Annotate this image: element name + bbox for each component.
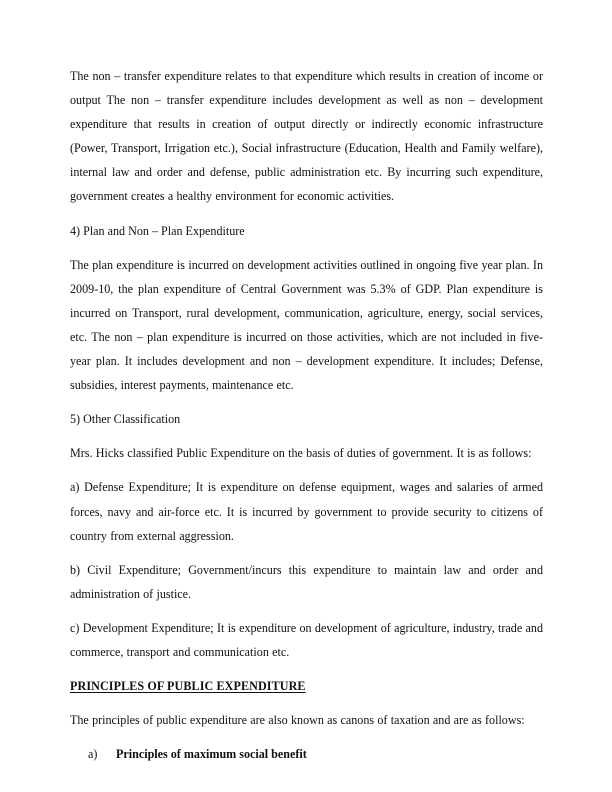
list-item [70, 742, 543, 766]
list-item-marker: a) [88, 747, 98, 762]
document-body [70, 64, 543, 766]
page-heading-principles [70, 674, 543, 698]
section-label-plan-and-non-plan: 4) Plan and Non – Plan Expenditure [70, 223, 245, 238]
page-heading-principles-text: PRINCIPLES OF PUBLIC EXPENDITURE [70, 679, 306, 694]
paragraph-principles-intro: The principles of public expenditure are also known as canons of taxation and are as follows: [70, 713, 525, 728]
list-item-label: Principles of maximum social benefit [116, 747, 307, 762]
paragraph-non-transfer-expenditure: The non – transfer expenditure relates to that expenditure which results in creation of income or output The non – transfer expenditure includes development as well as non – development expenditure that results in creation of output directly or indirectly economic infrastructure (Power, Transport, Irrigation etc.), Social infrastructure (Education, Health and Family welfare), internal law and order and defense, public administration etc. By incurring such expenditure, government creates a healthy environment for economic activities. [70, 69, 543, 204]
paragraph-mrs-hicks-intro: Mrs. Hicks classified Public Expenditure on the basis of duties of government. It is as follows: [70, 446, 532, 461]
section-label-other-classification: 5) Other Classification [70, 412, 181, 427]
principles-list [70, 742, 543, 766]
paragraph-development-expenditure: c) Development Expenditure; It is expenditure on development of agriculture, industry, trade and commerce, transport and communication etc. [70, 620, 543, 659]
paragraph-civil-expenditure: b) Civil Expenditure; Government/incurs this expenditure to maintain law and order and administration of justice. [70, 562, 543, 601]
paragraph-defense-expenditure: a) Defense Expenditure; It is expenditure on defense equipment, wages and salaries of armed forces, navy and air-force etc. It is incurred by government to provide security to citizens of country from external aggression. [70, 480, 543, 543]
paragraph-plan-expenditure: The plan expenditure is incurred on development activities outlined in ongoing five year plan. In 2009-10, the plan expenditure of Central Government was 5.3% of GDP. Plan expenditure is incurred on Transport, rural development, communication, agriculture, energy, social services, etc. The non – plan expenditure is incurred on those activities, which are not included in five-year plan. It includes development and non – development expenditure. It includes; Defense, subsidies, interest payments, maintenance etc. [70, 257, 543, 393]
